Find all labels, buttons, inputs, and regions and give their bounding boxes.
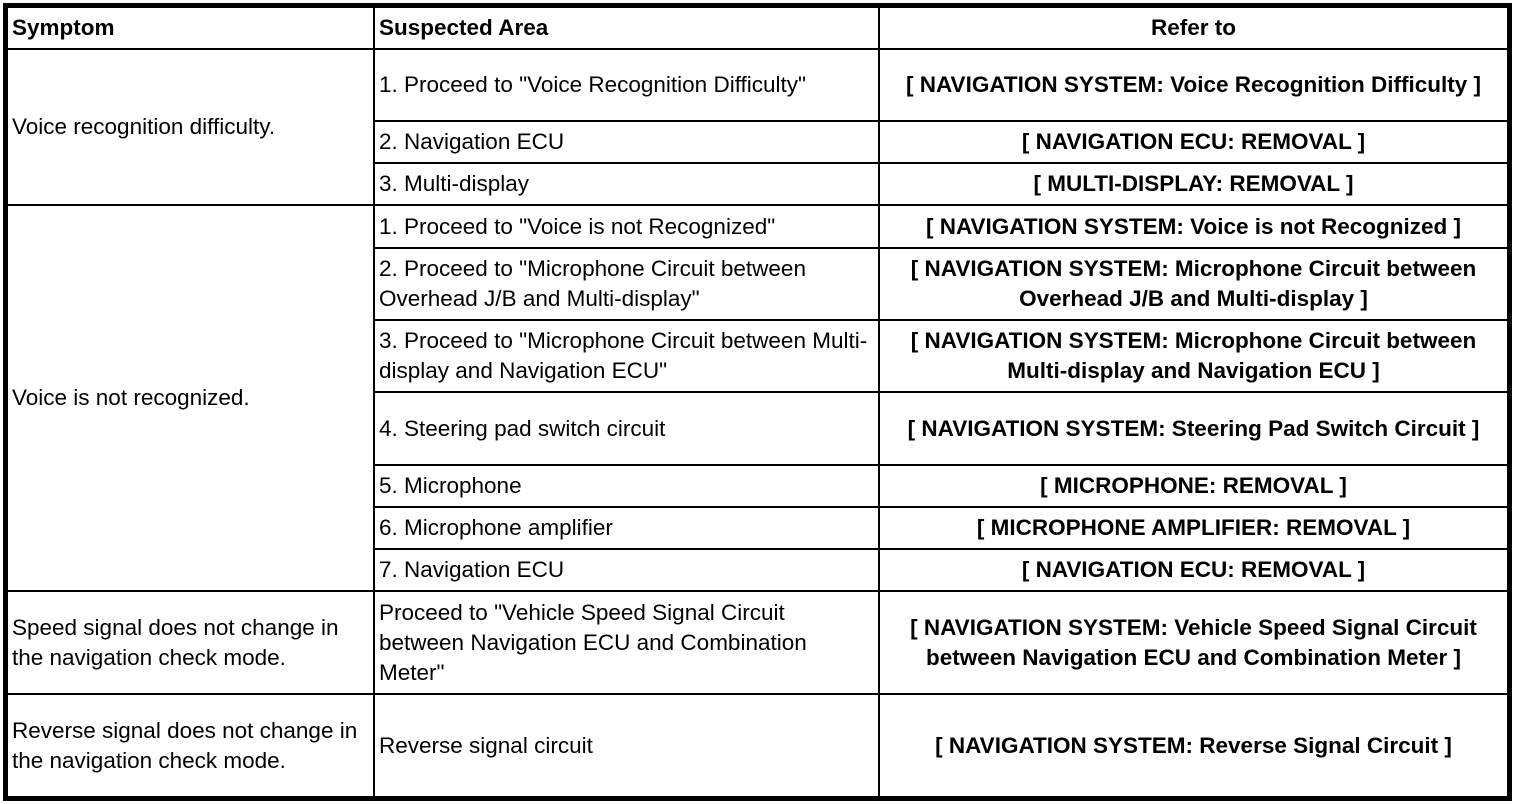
symptom-cell: Voice recognition difficulty. xyxy=(7,49,374,205)
refer-to-cell: [ MICROPHONE AMPLIFIER: REMOVAL ] xyxy=(879,507,1508,549)
symptom-cell: Voice is not recognized. xyxy=(7,205,374,591)
suspected-area-cell: 7. Navigation ECU xyxy=(374,549,879,591)
table-row xyxy=(7,591,1508,694)
refer-to-cell: [ NAVIGATION SYSTEM: Steering Pad Switch Circuit ] xyxy=(879,392,1508,465)
symptom-cell: Speed signal does not change in the navigation check mode. xyxy=(7,591,374,694)
header-symptom: Symptom xyxy=(7,7,374,49)
refer-to-cell: [ NAVIGATION SYSTEM: Voice Recognition Difficulty ] xyxy=(879,49,1508,121)
suspected-area-cell: 4. Steering pad switch circuit xyxy=(374,392,879,465)
suspected-area-cell: 6. Microphone amplifier xyxy=(374,507,879,549)
diagnosis-table xyxy=(6,6,1509,798)
suspected-area-cell: 2. Navigation ECU xyxy=(374,121,879,163)
refer-to-cell: [ NAVIGATION SYSTEM: Reverse Signal Circuit ] xyxy=(879,694,1508,797)
refer-to-cell: [ MULTI-DISPLAY: REMOVAL ] xyxy=(879,163,1508,205)
suspected-area-cell: 3. Multi-display xyxy=(374,163,879,205)
suspected-area-cell: 5. Microphone xyxy=(374,465,879,507)
header-suspected-area: Suspected Area xyxy=(374,7,879,49)
symptom-cell: Reverse signal does not change in the navigation check mode. xyxy=(7,694,374,797)
refer-to-cell: [ NAVIGATION SYSTEM: Microphone Circuit between Overhead J/B and Multi-display ] xyxy=(879,248,1508,320)
suspected-area-cell: 1. Proceed to "Voice Recognition Difficulty" xyxy=(374,49,879,121)
refer-to-cell: [ NAVIGATION ECU: REMOVAL ] xyxy=(879,121,1508,163)
suspected-area-cell: 1. Proceed to "Voice is not Recognized" xyxy=(374,205,879,248)
suspected-area-cell: 3. Proceed to "Microphone Circuit between Multi-display and Navigation ECU" xyxy=(374,320,879,392)
refer-to-cell: [ NAVIGATION SYSTEM: Vehicle Speed Signal Circuit between Navigation ECU and Combination Meter ] xyxy=(879,591,1508,694)
suspected-area-cell: Reverse signal circuit xyxy=(374,694,879,797)
table-row xyxy=(7,49,1508,121)
refer-to-cell: [ MICROPHONE: REMOVAL ] xyxy=(879,465,1508,507)
suspected-area-cell: 2. Proceed to "Microphone Circuit between Overhead J/B and Multi-display" xyxy=(374,248,879,320)
header-row xyxy=(7,7,1508,49)
refer-to-cell: [ NAVIGATION ECU: REMOVAL ] xyxy=(879,549,1508,591)
refer-to-cell: [ NAVIGATION SYSTEM: Microphone Circuit between Multi-display and Navigation ECU ] xyxy=(879,320,1508,392)
suspected-area-cell: Proceed to "Vehicle Speed Signal Circuit between Navigation ECU and Combination Meter" xyxy=(374,591,879,694)
table-row xyxy=(7,205,1508,248)
refer-to-cell: [ NAVIGATION SYSTEM: Voice is not Recognized ] xyxy=(879,205,1508,248)
header-refer-to: Refer to xyxy=(879,7,1508,49)
table-row xyxy=(7,694,1508,797)
